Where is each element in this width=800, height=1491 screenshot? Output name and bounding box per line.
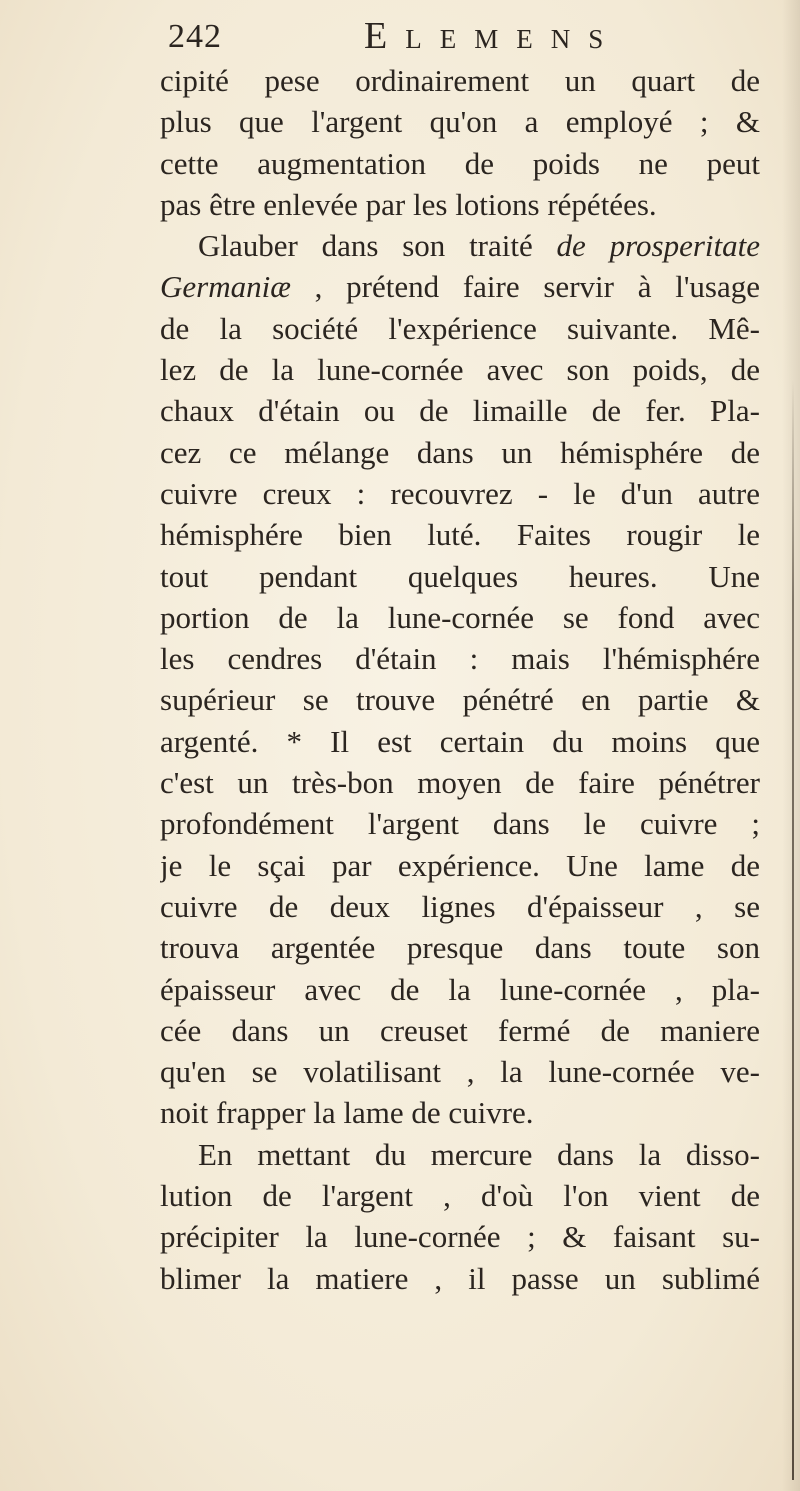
text-line: plus que l'argent qu'on a employé ; & xyxy=(160,104,760,140)
text-line: cipité pese ordinairement un quart de xyxy=(160,63,760,98)
text-line: de la société l'expérience suivante. Mê- xyxy=(160,310,760,346)
text-line: les cendres d'étain : mais l'hémisphére xyxy=(160,641,760,677)
page-edge-line xyxy=(792,380,794,1480)
page-edge-shadow xyxy=(782,0,800,1491)
body-text xyxy=(160,60,760,1299)
text-line: trouva argentée presque dans toute son xyxy=(160,930,760,966)
text-line: c'est un très-bon moyen de faire pénétrer xyxy=(160,765,760,801)
text-line: supérieur se trouve pénétré en partie & xyxy=(160,682,760,718)
text-line: Germaniæ , prétend faire servir à l'usage xyxy=(160,269,760,305)
text-line: je le sçai par expérience. Une lame de xyxy=(160,847,760,883)
text-line: lez de la lune-cornée avec son poids, de xyxy=(160,352,760,388)
italic-title: Germaniæ xyxy=(160,269,291,305)
text-line: portion de la lune-cornée se fond avec xyxy=(160,599,760,635)
italic-title: de prosperitate xyxy=(556,228,760,264)
text-line: profondément l'argent dans le cuivre ; xyxy=(160,806,760,842)
text-line: cuivre de deux lignes d'épaisseur , se xyxy=(160,888,760,924)
text-line: qu'en se volatilisant , la lune-cornée ve- xyxy=(160,1054,760,1090)
text-line: chaux d'étain ou de limaille de fer. Pla- xyxy=(160,393,760,429)
text-line: tout pendant quelques heures. Une xyxy=(160,558,760,594)
text-line: précipiter la lune-cornée ; & faisant su- xyxy=(160,1219,760,1255)
text-line: noit frapper la lame de cuivre. xyxy=(160,1095,534,1131)
text-line: épaisseur avec de la lune-cornée , pla- xyxy=(160,971,760,1007)
text-line: cée dans un creuset fermé de maniere xyxy=(160,1012,760,1048)
text-line: Glauber dans son traité de prosperitate xyxy=(198,228,760,264)
text-line: cuivre creux : recouvrez - le d'un autre xyxy=(160,475,760,511)
page-number: 242 xyxy=(168,18,222,55)
text-line: En mettant du mercure dans la disso- xyxy=(198,1136,760,1172)
text-line: cette augmentation de poids ne peut xyxy=(160,145,760,181)
page-header xyxy=(168,12,728,60)
text-line: argenté. * Il est certain du moins que xyxy=(160,723,760,759)
running-title: Elemens xyxy=(364,15,622,57)
text-line: hémisphére bien luté. Faites rougir le xyxy=(160,517,760,553)
text-line: blimer la matiere , il passe un sublimé xyxy=(160,1260,760,1296)
text-line: lution de l'argent , d'où l'on vient de xyxy=(160,1178,760,1214)
text-line: pas être enlevée par les lotions répétées. xyxy=(160,186,657,222)
text-line: cez ce mélange dans un hémisphére de xyxy=(160,434,760,470)
